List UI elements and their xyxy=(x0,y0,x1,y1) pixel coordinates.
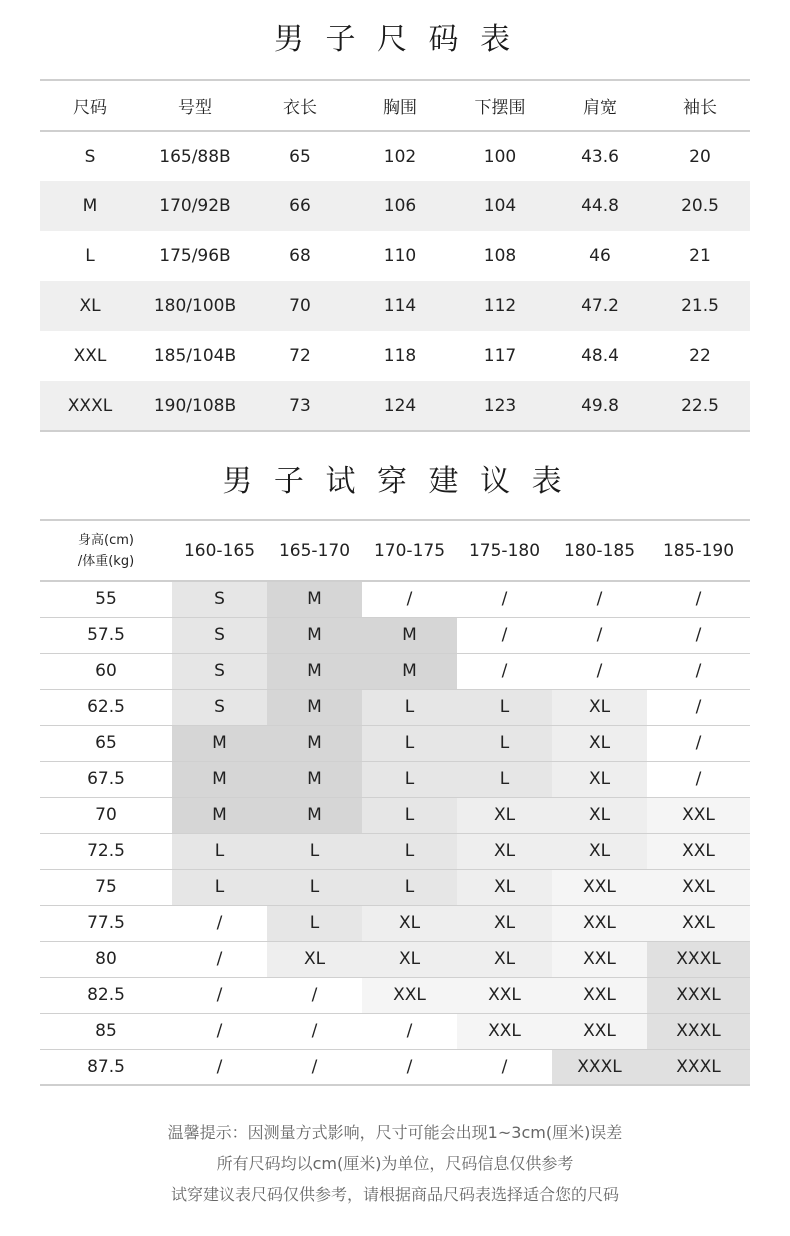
fit-row xyxy=(40,653,750,689)
fit-size-cell: L xyxy=(457,689,552,725)
size-cell: S xyxy=(84,146,96,167)
header-chest: 胸围 xyxy=(350,80,450,131)
fit-size-cell: / xyxy=(552,653,647,689)
size-cell: 43.6 xyxy=(581,146,619,167)
fit-row xyxy=(40,689,750,725)
weight-label: 55 xyxy=(40,581,172,617)
fit-size-cell: / xyxy=(647,725,750,761)
fit-size-cell: XXXL xyxy=(647,977,750,1013)
fit-size-cell: L xyxy=(362,797,457,833)
fit-size-cell: M xyxy=(172,761,267,797)
size-cell: 104 xyxy=(483,196,517,216)
fit-size-cell: / xyxy=(457,1049,552,1085)
weight-label: 75 xyxy=(40,869,172,905)
weight-label: 72.5 xyxy=(40,833,172,869)
fit-size-cell: / xyxy=(647,761,750,797)
fit-size-cell: XXL xyxy=(552,977,647,1013)
size-cell: XXXL xyxy=(40,381,140,431)
fit-size-cell: M xyxy=(267,617,362,653)
size-cell: 44.8 xyxy=(581,196,619,216)
header-model: 号型 xyxy=(140,80,250,131)
height-range-header: 175-180 xyxy=(457,520,552,581)
fit-size-cell: / xyxy=(267,977,362,1013)
fit-size-cell: L xyxy=(457,761,552,797)
fit-size-cell: L xyxy=(362,689,457,725)
size-cell: XL xyxy=(79,296,101,316)
fit-size-cell: / xyxy=(362,1049,457,1085)
weight-label: 85 xyxy=(40,1013,172,1049)
fit-size-cell: XL xyxy=(552,689,647,725)
fit-size-cell: / xyxy=(647,689,750,725)
fit-size-cell: / xyxy=(172,1049,267,1085)
size-chart-title: 男 子 尺 码 表 xyxy=(273,22,517,57)
fit-size-cell: / xyxy=(552,581,647,617)
fit-size-cell: / xyxy=(172,1013,267,1049)
fit-row xyxy=(40,833,750,869)
header-shoulder: 肩宽 xyxy=(550,80,650,131)
fit-chart-table xyxy=(40,519,750,1086)
fit-size-cell: XL xyxy=(457,905,552,941)
fit-size-cell: S xyxy=(172,581,267,617)
size-cell: 118 xyxy=(383,346,417,366)
height-range-header: 160-165 xyxy=(172,520,267,581)
fit-size-cell: L xyxy=(172,833,267,869)
fit-row xyxy=(40,869,750,905)
size-cell: 70 xyxy=(289,296,311,316)
corner-weight-label: /体重(kg) xyxy=(77,553,135,569)
fit-size-cell: XXL xyxy=(552,1013,647,1049)
weight-label: 77.5 xyxy=(40,905,172,941)
size-cell: 22.5 xyxy=(650,381,750,431)
fit-chart-header-row xyxy=(40,520,750,581)
fit-size-cell: XL xyxy=(457,941,552,977)
size-cell: XXL xyxy=(73,346,107,366)
fit-row xyxy=(40,905,750,941)
weight-label: 65 xyxy=(40,725,172,761)
size-cell: 21 xyxy=(689,246,711,266)
fit-size-cell: L xyxy=(362,725,457,761)
fit-chart-title: 男 子 试 穿 建 议 表 xyxy=(222,464,568,499)
fit-size-cell: XL xyxy=(552,725,647,761)
size-cell: L xyxy=(85,246,95,266)
fit-size-cell: L xyxy=(267,905,362,941)
height-range-header: 170-175 xyxy=(362,520,457,581)
fit-size-cell: M xyxy=(267,653,362,689)
note-measurement-error: 温馨提示：因测量方式影响，尺寸可能会出现1~3cm(厘米)误差 xyxy=(167,1123,623,1142)
fit-size-cell: XL xyxy=(362,905,457,941)
size-cell: 114 xyxy=(383,296,417,316)
fit-size-cell: XL xyxy=(362,941,457,977)
fit-size-cell: XXXL xyxy=(552,1049,647,1085)
fit-size-cell: XL xyxy=(457,797,552,833)
fit-size-cell: XXL xyxy=(552,869,647,905)
fit-size-cell: M xyxy=(172,797,267,833)
fit-corner-label xyxy=(40,520,172,581)
size-cell: 49.8 xyxy=(550,381,650,431)
header-length: 衣长 xyxy=(250,80,350,131)
size-cell: 100 xyxy=(483,146,517,167)
fit-size-cell: / xyxy=(172,977,267,1013)
fit-size-cell: XL xyxy=(552,797,647,833)
fit-row xyxy=(40,581,750,617)
size-row xyxy=(40,231,750,281)
size-cell: 20.5 xyxy=(681,196,719,216)
fit-size-cell: / xyxy=(457,581,552,617)
corner-height-label: 身高(cm) xyxy=(78,532,134,548)
fit-row xyxy=(40,941,750,977)
fit-size-cell: / xyxy=(647,581,750,617)
fit-size-cell: XXL xyxy=(647,905,750,941)
fit-size-cell: L xyxy=(457,725,552,761)
weight-label: 62.5 xyxy=(40,689,172,725)
fit-size-cell: / xyxy=(647,653,750,689)
fit-size-cell: S xyxy=(172,653,267,689)
weight-label: 67.5 xyxy=(40,761,172,797)
fit-size-cell: / xyxy=(457,653,552,689)
fit-row xyxy=(40,1013,750,1049)
size-chart-table xyxy=(40,79,750,432)
weight-label: 57.5 xyxy=(40,617,172,653)
size-cell: 175/96B xyxy=(159,246,231,266)
header-size: 尺码 xyxy=(40,80,140,131)
size-chart-header-row xyxy=(40,80,750,131)
fit-size-cell: XXL xyxy=(647,797,750,833)
fit-size-cell: L xyxy=(172,869,267,905)
size-row xyxy=(40,131,750,181)
height-range-header: 185-190 xyxy=(647,520,750,581)
size-cell: 66 xyxy=(289,196,311,216)
fit-size-cell: M xyxy=(362,617,457,653)
note-units: 所有尺码均以cm(厘米)为单位，尺码信息仅供参考 xyxy=(216,1154,574,1173)
fit-size-cell: XL xyxy=(552,761,647,797)
size-cell: 180/100B xyxy=(153,296,237,316)
size-cell: 22 xyxy=(689,346,711,366)
fit-row xyxy=(40,797,750,833)
size-cell: 117 xyxy=(483,346,517,366)
fit-size-cell: / xyxy=(172,941,267,977)
fit-size-cell: M xyxy=(267,725,362,761)
size-cell: 190/108B xyxy=(140,381,250,431)
fit-size-cell: / xyxy=(647,617,750,653)
fit-row xyxy=(40,617,750,653)
height-range-header: 180-185 xyxy=(552,520,647,581)
size-cell: 106 xyxy=(383,196,417,216)
fit-size-cell: / xyxy=(267,1013,362,1049)
fit-size-cell: L xyxy=(267,833,362,869)
fit-size-cell: L xyxy=(362,869,457,905)
header-sleeve: 袖长 xyxy=(650,80,750,131)
size-cell: 65 xyxy=(289,146,311,167)
size-cell: 110 xyxy=(383,246,417,266)
fit-size-cell: XXL xyxy=(457,977,552,1013)
fit-size-cell: S xyxy=(172,617,267,653)
fit-size-cell: XXL xyxy=(457,1013,552,1049)
size-cell: 73 xyxy=(250,381,350,431)
fit-size-cell: XXXL xyxy=(647,1049,750,1085)
fit-size-cell: M xyxy=(267,581,362,617)
fit-size-cell: XXL xyxy=(647,869,750,905)
fit-size-cell: M xyxy=(267,761,362,797)
fit-size-cell: XL xyxy=(457,833,552,869)
size-cell: 72 xyxy=(289,346,311,366)
size-cell: 108 xyxy=(483,246,517,266)
fit-size-cell: XXL xyxy=(362,977,457,1013)
size-cell: 102 xyxy=(383,146,417,167)
size-row xyxy=(40,281,750,331)
size-cell: 185/104B xyxy=(153,346,237,366)
weight-label: 60 xyxy=(40,653,172,689)
fit-size-cell: M xyxy=(267,689,362,725)
fit-row xyxy=(40,1049,750,1085)
fit-size-cell: XXXL xyxy=(647,1013,750,1049)
size-row xyxy=(40,331,750,381)
size-cell: 68 xyxy=(289,246,311,266)
fit-size-cell: / xyxy=(172,905,267,941)
size-cell: 124 xyxy=(350,381,450,431)
weight-label: 87.5 xyxy=(40,1049,172,1085)
fit-size-cell: XL xyxy=(267,941,362,977)
size-cell: 170/92B xyxy=(159,196,231,216)
fit-size-cell: / xyxy=(362,1013,457,1049)
weight-label: 80 xyxy=(40,941,172,977)
header-hem: 下摆围 xyxy=(450,80,550,131)
height-range-header: 165-170 xyxy=(267,520,362,581)
fit-size-cell: / xyxy=(457,617,552,653)
size-cell: 20 xyxy=(689,146,711,167)
fit-row xyxy=(40,761,750,797)
fit-size-cell: L xyxy=(362,761,457,797)
fit-row xyxy=(40,977,750,1013)
fit-size-cell: / xyxy=(267,1049,362,1085)
fit-size-cell: M xyxy=(172,725,267,761)
fit-size-cell: XXL xyxy=(647,833,750,869)
fit-size-cell: XXL xyxy=(552,905,647,941)
fit-size-cell: S xyxy=(172,689,267,725)
fit-size-cell: / xyxy=(552,617,647,653)
fit-size-cell: XXXL xyxy=(647,941,750,977)
size-cell: 123 xyxy=(450,381,550,431)
weight-label: 82.5 xyxy=(40,977,172,1013)
size-cell: 46 xyxy=(589,246,611,266)
weight-label: 70 xyxy=(40,797,172,833)
fit-size-cell: M xyxy=(267,797,362,833)
notes-block xyxy=(0,1117,790,1210)
size-cell: 48.4 xyxy=(581,346,619,366)
fit-size-cell: L xyxy=(362,833,457,869)
note-fit-reference: 试穿建议表尺码仅供参考，请根据商品尺码表选择适合您的尺码 xyxy=(170,1185,619,1204)
size-cell: 21.5 xyxy=(681,296,719,316)
fit-size-cell: XXL xyxy=(552,941,647,977)
size-cell: 47.2 xyxy=(581,296,619,316)
size-cell: M xyxy=(82,196,98,216)
fit-size-cell: M xyxy=(362,653,457,689)
fit-size-cell: / xyxy=(362,581,457,617)
fit-size-cell: XL xyxy=(457,869,552,905)
size-row xyxy=(40,381,750,431)
size-row xyxy=(40,181,750,231)
fit-size-cell: L xyxy=(267,869,362,905)
fit-row xyxy=(40,725,750,761)
fit-size-cell: XL xyxy=(552,833,647,869)
size-cell: 112 xyxy=(483,296,517,316)
size-cell: 165/88B xyxy=(159,146,231,167)
